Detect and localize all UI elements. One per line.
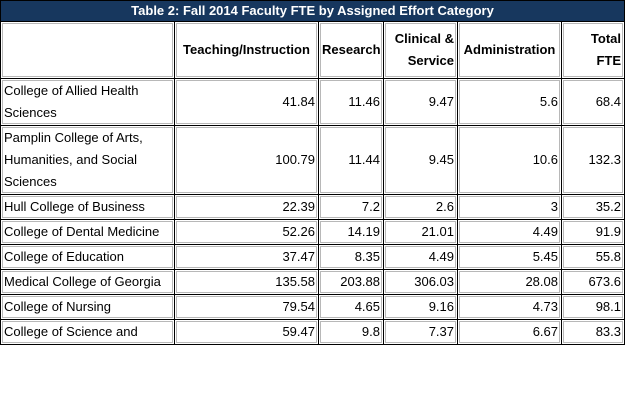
research-cell: 14.19 — [319, 220, 384, 245]
clinical-cell: 9.45 — [384, 126, 458, 195]
teaching-cell: 100.79 — [175, 126, 319, 195]
total-fte-cell: 55.8 — [562, 245, 625, 270]
clinical-cell: 21.01 — [384, 220, 458, 245]
total-fte-cell: 132.3 — [562, 126, 625, 195]
administration-cell: 28.08 — [458, 270, 562, 295]
clinical-cell: 306.03 — [384, 270, 458, 295]
total-fte-cell: 98.1 — [562, 295, 625, 320]
college-name-cell: Medical College of Georgia — [1, 270, 175, 295]
research-cell: 4.65 — [319, 295, 384, 320]
administration-cell: 5.45 — [458, 245, 562, 270]
research-cell: 203.88 — [319, 270, 384, 295]
administration-cell: 3 — [458, 195, 562, 220]
table-row — [1, 270, 625, 295]
teaching-cell: 37.47 — [175, 245, 319, 270]
teaching-cell: 41.84 — [175, 79, 319, 126]
administration-cell: 4.73 — [458, 295, 562, 320]
header-teaching: Teaching/Instruction — [175, 22, 319, 79]
total-fte-cell: 91.9 — [562, 220, 625, 245]
clinical-cell: 4.49 — [384, 245, 458, 270]
total-fte-cell: 673.6 — [562, 270, 625, 295]
table-title-row — [1, 1, 625, 22]
administration-cell: 10.6 — [458, 126, 562, 195]
table-row — [1, 220, 625, 245]
administration-cell: 5.6 — [458, 79, 562, 126]
college-name-cell: College of Dental Medicine — [1, 220, 175, 245]
table-row — [1, 126, 625, 195]
clinical-cell: 7.37 — [384, 320, 458, 345]
teaching-cell: 59.47 — [175, 320, 319, 345]
administration-cell: 4.49 — [458, 220, 562, 245]
header-college — [1, 22, 175, 79]
research-cell: 7.2 — [319, 195, 384, 220]
table-row — [1, 195, 625, 220]
table-row — [1, 320, 625, 345]
header-total: Total FTE — [562, 22, 625, 79]
header-research: Research — [319, 22, 384, 79]
teaching-cell: 52.26 — [175, 220, 319, 245]
college-name-cell: Hull College of Business — [1, 195, 175, 220]
total-fte-cell: 35.2 — [562, 195, 625, 220]
header-row — [1, 22, 625, 79]
college-name-cell: College of Science and — [1, 320, 175, 345]
college-name-cell: College of Allied Health Sciences — [1, 79, 175, 126]
table-title: Table 2: Fall 2014 Faculty FTE by Assigned Effort Category — [1, 1, 625, 22]
table-row — [1, 245, 625, 270]
research-cell: 8.35 — [319, 245, 384, 270]
college-name-cell: College of Education — [1, 245, 175, 270]
teaching-cell: 22.39 — [175, 195, 319, 220]
research-cell: 11.44 — [319, 126, 384, 195]
research-cell: 9.8 — [319, 320, 384, 345]
clinical-cell: 9.16 — [384, 295, 458, 320]
college-name-cell: Pamplin College of Arts, Humanities, and Social Sciences — [1, 126, 175, 195]
header-clinical: Clinical & Service — [384, 22, 458, 79]
college-name-cell: College of Nursing — [1, 295, 175, 320]
administration-cell: 6.67 — [458, 320, 562, 345]
teaching-cell: 135.58 — [175, 270, 319, 295]
table-row — [1, 295, 625, 320]
teaching-cell: 79.54 — [175, 295, 319, 320]
research-cell: 11.46 — [319, 79, 384, 126]
clinical-cell: 9.47 — [384, 79, 458, 126]
total-fte-cell: 83.3 — [562, 320, 625, 345]
clinical-cell: 2.6 — [384, 195, 458, 220]
total-fte-cell: 68.4 — [562, 79, 625, 126]
table-row — [1, 79, 625, 126]
header-administration: Administration — [458, 22, 562, 79]
